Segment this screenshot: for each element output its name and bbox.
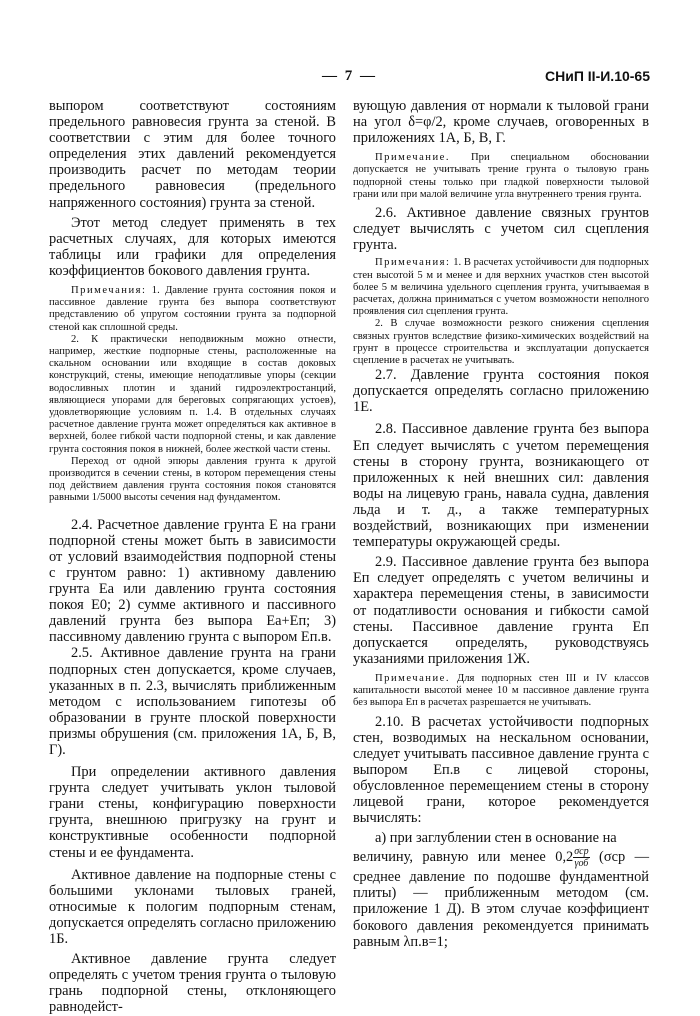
paragraph: При определении активного давления грунта следует учитывать уклон тыловой грани стены, конфигурацию поверхности грунта, внешнюю пригрузку на грунт и конструктивные особенности подпорной стены и ее фундамента. <box>49 764 336 861</box>
page-number: — 7 — <box>322 68 377 84</box>
note-text: 1. Давление грунта состояния покоя и пассивное давление грунта без выпора соответствуют представлению об упругом состоянии грунта за подпорной стеной как сплошной среды. <box>49 285 336 333</box>
formula-prefix: величину, равную или менее 0,2 <box>353 849 574 866</box>
page-header <box>0 68 700 90</box>
note <box>49 285 336 334</box>
section-2-7: 2.7. Давление грунта состояния покоя допускается определять согласно приложению 1Е. <box>353 367 649 416</box>
note-label: Примечание. <box>375 152 450 164</box>
note <box>353 152 649 201</box>
notes-label: Примечания: <box>71 285 147 297</box>
paragraph: выпором соответствуют состояниям предельного равновесия грунта за стеной. В соответствии с этим для более точного определения этих давлений рекомендуется производить расчет по методам теории предельного равновесия (предельного напряженного состояния) грунта за стеной. <box>49 98 336 211</box>
fraction-numerator: σср <box>574 846 589 858</box>
right-column <box>353 98 649 950</box>
note-text: При специальном обосновании допускается не учитывать трение грунта о тыловую грань подпорной стены только при гладкой поверхности тыловой грани или при малой величине угла внутреннего трения грунта. <box>353 152 649 200</box>
paragraph: Активное давление грунта следует определять с учетом трения грунта о тыловую грань подпорной стены, отклоняющего равнодейст- <box>49 951 336 1016</box>
section-2-10: 2.10. В расчетах устойчивости подпорных стен, возводимых на нескальном основании, следует учитывать пассивное давление грунта с выпором Eп.в с лицевой стороны, обусловленное перемещением стены в сторону лицевой грани, которое рекомендуется вычислять: <box>353 713 649 827</box>
note <box>353 673 649 710</box>
document-code: СНиП II-И.10-65 <box>545 68 650 84</box>
section-2-4: 2.4. Расчетное давление грунта E на грани подпорной стены может быть в зависимости от условий взаимодействия подпорной стены с грунтом равно: 1) активному давлению грунта Eа или давлению грунта состояния покоя E0; 2) сумме активного и пассивного давлений грунта без выпора Eа+Eп; 3) пассивному давлению грунта с выпором Eп.в. <box>49 516 336 646</box>
note-text: 1. В расчетах устойчивости для подпорных стен высотой 5 м и менее и для верхних участков стен высотой более 5 м величина удельного сцепления грунта, учитываемая в расчетах, должна приниматься с учетом возможности неполного проявления сил сцепления грунта. <box>353 257 649 318</box>
paragraph: Этот метод следует применять в тех расчетных случаях, для которых имеются таблицы или графики для определения коэффициентов бокового давления грунта. <box>49 214 336 279</box>
note: 2. К практически неподвижным можно отнести, например, жесткие подпорные стены, расположенные на скальном основании или входящие в состав доковых конструкций, стены, имеющие неподатливые упоры (секции водосливных плотин и зданий гидроэлектростанций, являющиеся упорами для береговых сопрягающих устоев), удовлетворяющие условиям п. 1.4. В отдельных случаях расчетное давление грунта может определяться как активное в верхней, более гибкой части подпорной стены, и как давление грунта состояния покоя в нижней, более жесткой части стены. <box>49 333 336 455</box>
note: Переход от одной эпюры давления грунта к другой производится в сечении стены, в котором перемещения стены под действием давления грунта состояния покоя становятся равными 1/5000 высоты сечения над фундаментом. <box>49 455 336 504</box>
note <box>353 257 649 318</box>
paragraph: вующую давления от нормали к тыловой грани на угол δ=φ/2, кроме случаев, оговоренных в приложениях 1А, Б, В, Г. <box>353 98 649 147</box>
formula-paragraph <box>353 846 649 949</box>
paragraph: а) при заглублении стен в основание на <box>375 830 617 847</box>
formula-suffix: (σср — среднее давление по подошве фундаментной плиты) — приближенным методом (см. приложение 1 Д). В этом случае коэффициент бокового давления рекомендуется принимать равным λп.в=1; <box>353 849 649 950</box>
paragraph: Активное давление на подпорные стены с большими уклонами тыловых граней, относимые к пологим подпорным стенам, допускается определять согласно приложению 1Б. <box>49 866 336 948</box>
notes-label: Примечания: <box>375 257 451 269</box>
note-text: Для подпорных стен III и IV классов капитальности высотой менее 10 м пассивное давление грунта без выпора Eп в расчетах разрешается не учитывать. <box>353 672 649 709</box>
section-2-9: 2.9. Пассивное давление грунта без выпора Eп следует определять с учетом величины и характера перемещения стены, в зависимости от податливости основания и гибкости самой стены. Пассивное давление грунта Eп допускается определять, руководствуясь указаниями приложения 1Ж. <box>353 554 649 667</box>
section-2-6: 2.6. Активное давление связных грунтов следует вычислять с учетом сил сцепления грунта. <box>353 205 649 254</box>
section-2-5: 2.5. Активное давление грунта на грани подпорных стен допускается, кроме случаев, указанных в п. 2.3, вычислять приближенным методом с использованием гипотезы об образовании в грунте плоской поверхности призмы обрушения (см. приложения 1А, Б, В, Г). <box>49 645 336 758</box>
fraction <box>573 846 589 869</box>
fraction-denominator: γоб <box>574 858 589 870</box>
note: 2. В случае возможности резкого снижения сцепления связных грунтов вследствие физико-химических воздействий на грунт в процессе строительства и эксплуатации допускается сцепление в расчетах не учитывать. <box>353 318 649 366</box>
note-label: Примечание. <box>375 672 450 684</box>
left-column <box>49 98 336 1016</box>
section-2-8: 2.8. Пассивное давление грунта без выпора Eп следует вычислять с учетом перемещения стены в сторону грунта, возникающего от приложенных к ней внешних сил: давления воды на лицевую грань, навала судна, давления льда и т. д., а также температурных воздействий, возникающих при изменении температуры окружающей среды. <box>353 421 649 551</box>
